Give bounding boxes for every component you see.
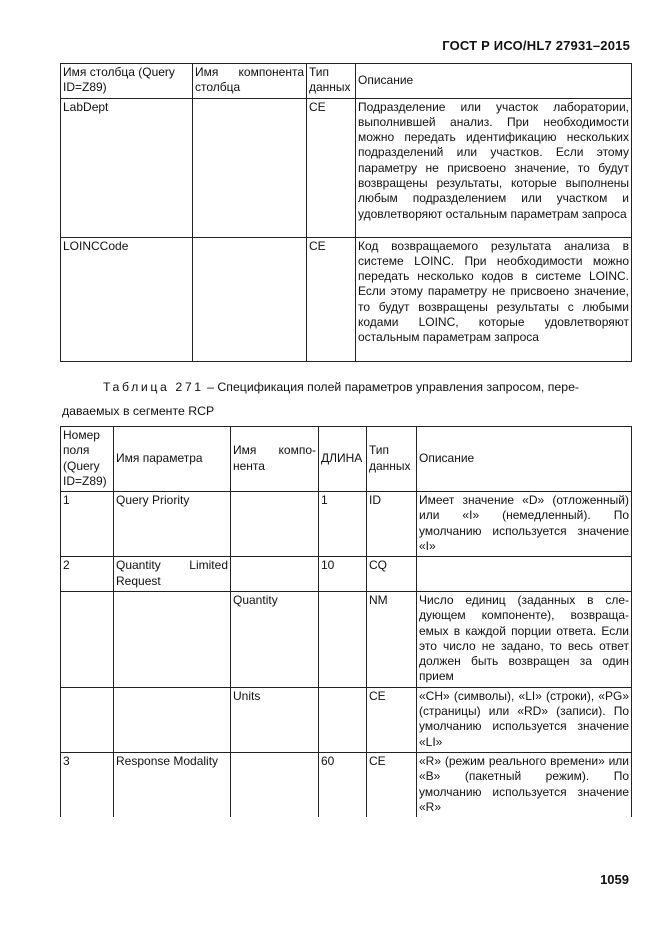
header-description: Описание (356, 64, 632, 99)
header-component-name: Имя компонента столбца (193, 64, 307, 99)
caption-label: Таблица 271 (103, 380, 204, 394)
cell-data-type: CE (367, 687, 417, 752)
cell-data-type: NM (367, 591, 417, 687)
cell-description: Подразделение или участок лаборатории, выполнившей анализ. При необходимости можно передать идентификацию нескольких подразделений или участков. Если этому параметру не присвоено значение, то будут возвращены результаты, которые выполнены любым подразделением или участком и удовлетворяют остальным параметрам запроса (356, 98, 632, 237)
cell-length (319, 591, 367, 687)
cell-parameter-name: Response Modality (114, 752, 231, 817)
cell-field-number: 1 (61, 492, 114, 557)
cell-field-number: 2 (61, 557, 114, 592)
cell-data-type: CQ (367, 557, 417, 592)
page-number: 1059 (600, 872, 629, 887)
table-row (61, 752, 632, 817)
cell-parameter-name: Query Priority (114, 492, 231, 557)
cell-component (193, 98, 307, 237)
table-row (61, 492, 632, 557)
cell-data-type: CE (307, 98, 356, 237)
cell-description: Код возвращаемого результата анализа в системе LOINC. При необходимости можно передать несколько кодов в системе LOINC. Если этому параметру не присвоено значение, то будут возвращены результаты с любыми кодами LOINC, которые удовлетворяют остальным параметрам запроса (356, 237, 632, 361)
cell-component (231, 752, 319, 817)
table-caption (62, 380, 630, 394)
table-header-row (61, 427, 632, 492)
document-header: ГОСТ Р ИСО/HL7 27931–2015 (442, 38, 630, 53)
caption-text-1: – Спецификация полей параметров управления запросом, пере- (203, 380, 580, 394)
cell-component: Units (231, 687, 319, 752)
cell-description: Число единиц (заданных в следующем компоненте), возвращаемых в каждой порции ответа. Если это число не задано, то весь ответ должен быть возвращен за один прием (417, 591, 632, 687)
header-parameter-name: Имя параметра (114, 427, 231, 492)
cell-parameter-name (114, 687, 231, 752)
rcp-parameters-table (60, 426, 632, 817)
table-row (61, 237, 632, 361)
cell-component: Quantity (231, 591, 319, 687)
header-length: ДЛИНА (319, 427, 367, 492)
table-row (61, 98, 632, 237)
cell-field-number: 3 (61, 752, 114, 817)
cell-length: 60 (319, 752, 367, 817)
cell-component (231, 492, 319, 557)
query-columns-table (60, 63, 632, 362)
cell-column-name: LOINCCode (61, 237, 193, 361)
cell-description: Имеет значение «D» (отложенный) или «I» (немедленный). По умолчанию используется значение «I» (417, 492, 632, 557)
cell-data-type: ID (367, 492, 417, 557)
cell-length (319, 687, 367, 752)
cell-data-type: CE (367, 752, 417, 817)
table-row (61, 687, 632, 752)
caption-text-2: даваемых в сегменте RCP (62, 404, 215, 418)
header-data-type: Тип данных (307, 64, 356, 99)
table-row (61, 591, 632, 687)
cell-description: «R» (режим реального времени» или «B» (пакетный режим). По умолчанию используется значение «R» (417, 752, 632, 817)
cell-component (193, 237, 307, 361)
cell-length: 10 (319, 557, 367, 592)
cell-length: 1 (319, 492, 367, 557)
header-data-type: Тип данных (367, 427, 417, 492)
table-row (61, 557, 632, 592)
cell-description (417, 557, 632, 592)
cell-field-number (61, 687, 114, 752)
cell-field-number (61, 591, 114, 687)
header-component-name: Имя компонента (231, 427, 319, 492)
cell-parameter-name: Quantity Limited Request (114, 557, 231, 592)
table-header-row (61, 64, 632, 99)
cell-component (231, 557, 319, 592)
header-description: Описание (417, 427, 632, 492)
header-column-name: Имя столбца (Query ID=Z89) (61, 64, 193, 99)
cell-data-type: CE (307, 237, 356, 361)
header-field-number: Номер поля (Query ID=Z89) (61, 427, 114, 492)
cell-parameter-name (114, 591, 231, 687)
cell-description: «CH» (символы), «LI» (строки), «PG» (страницы) или «RD» (записи). По умолчанию используется значение «LI» (417, 687, 632, 752)
cell-column-name: LabDept (61, 98, 193, 237)
